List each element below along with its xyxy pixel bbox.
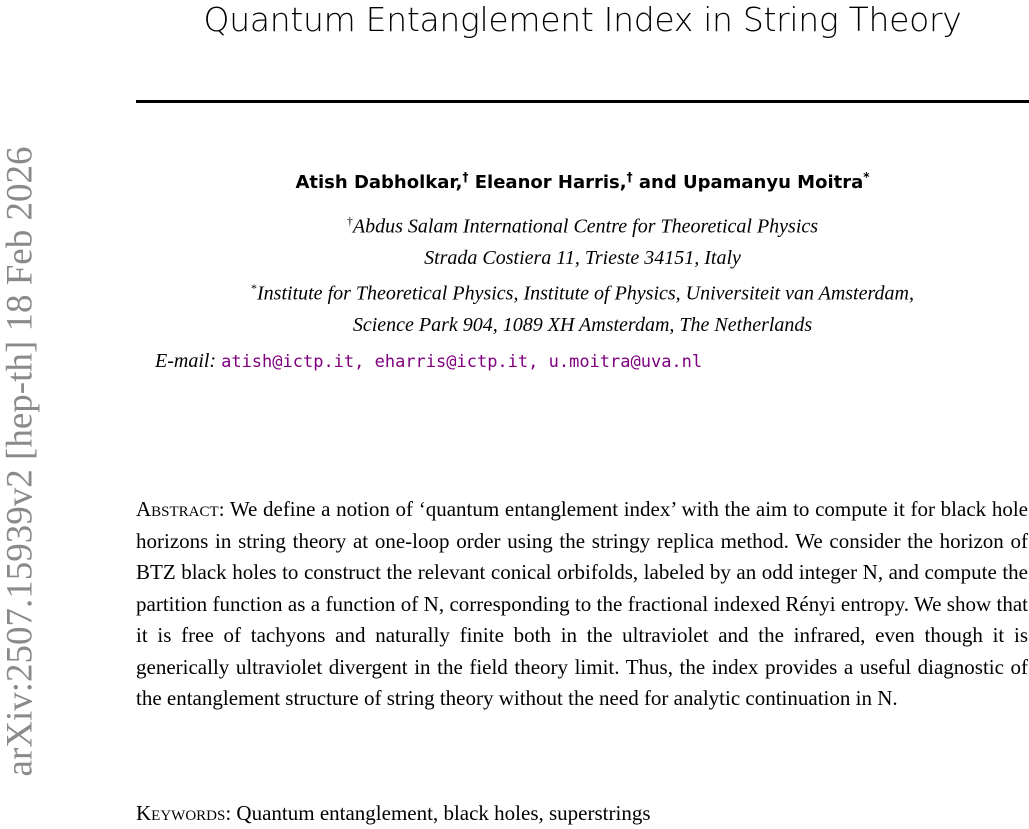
affiliation-ictp <box>136 206 1029 274</box>
affil-mark: * <box>251 281 258 295</box>
keywords <box>136 801 651 826</box>
arxiv-stamp: arXiv:2507.15939v2 [hep-th] 18 Feb 2026 <box>0 146 41 777</box>
author: Eleanor Harris, <box>474 172 627 193</box>
affil-line: Strada Costiera 11, Trieste 34151, Italy <box>424 246 741 269</box>
email-label: E-mail: <box>155 350 217 372</box>
abstract-heading: Abstract <box>136 497 219 521</box>
paper-title: Quantum Entanglement Index in String Theory <box>203 0 962 39</box>
affil-mark: † <box>462 170 469 184</box>
affil-line: Science Park 904, 1089 XH Amsterdam, The Netherlands <box>352 313 813 336</box>
author-list <box>136 170 1029 193</box>
keywords-text: : Quantum entanglement, black holes, superstrings <box>225 801 651 825</box>
affil-line: Institute for Theoretical Physics, Institute of Physics, Universiteit van Amsterdam, <box>257 282 914 305</box>
affil-mark: * <box>863 170 870 184</box>
title-rule <box>136 100 1029 103</box>
affil-mark: † <box>626 170 633 184</box>
author: and Upamanyu Moitra <box>638 172 864 193</box>
abstract <box>136 494 1028 715</box>
affil-mark: † <box>346 214 353 228</box>
email-line <box>155 350 702 373</box>
email-links[interactable]: atish@ictp.it, eharris@ictp.it, u.moitra@uva.nl <box>221 352 703 372</box>
affil-line: Abdus Salam International Centre for Theoretical Physics <box>352 215 819 238</box>
abstract-text: : We define a notion of ‘quantum entanglement index’ with the aim to compute it for black hole horizons in string theory at one-loop order using the stringy replica method. We consider the horizon of BTZ black holes to construct the relevant conical orbifolds, labeled by an odd integer N, and compute the partition function as a function of N, corresponding to the fractional indexed Rényi entropy. We show that it is free of tachyons and naturally finite both in the ultraviolet and the infrared, even though it is generically ultraviolet divergent in the field theory limit. Thus, the index provides a useful diagnostic of the entanglement structure of string theory without the need for analytic continuation in N. <box>136 497 1028 710</box>
keywords-heading: Keywords <box>136 801 226 825</box>
affiliation-uva <box>136 273 1029 341</box>
author: Atish Dabholkar, <box>295 172 463 193</box>
